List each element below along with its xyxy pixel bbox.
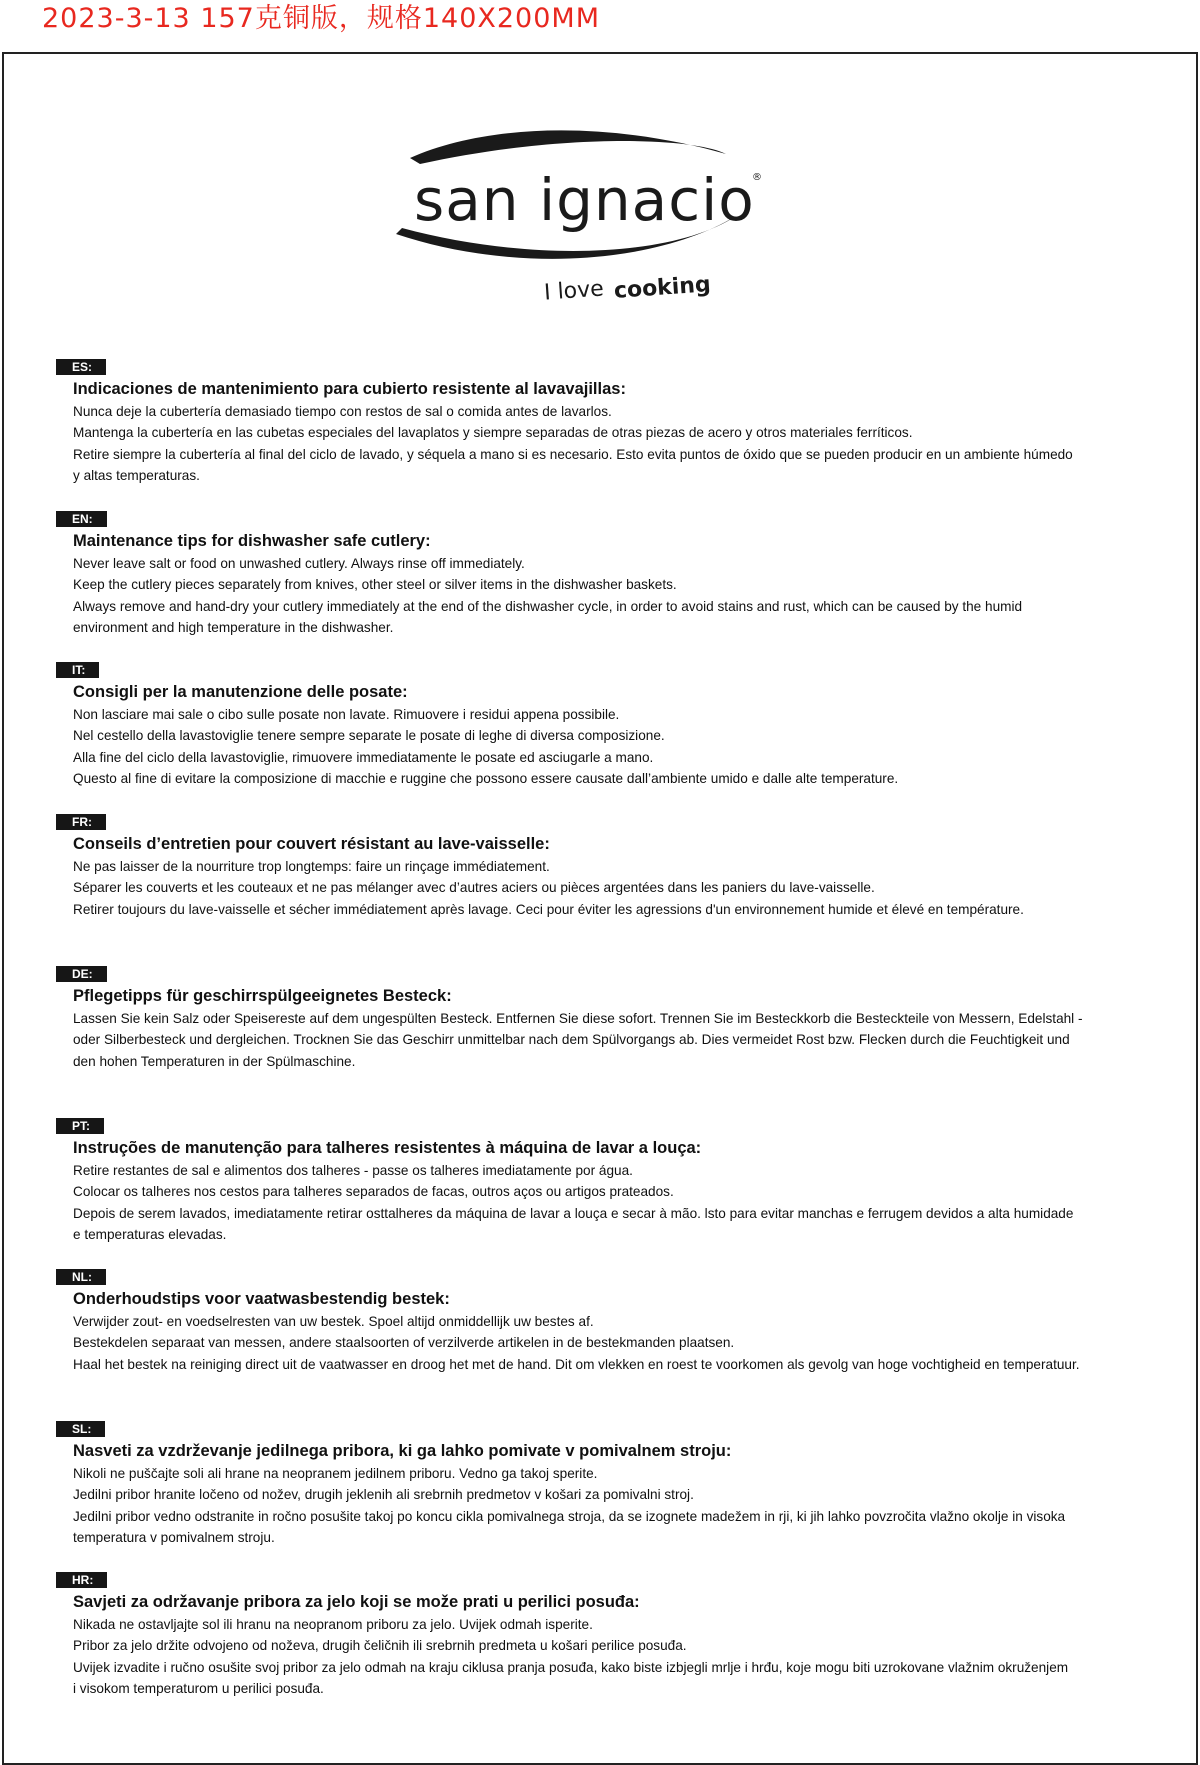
san-ignacio-logo	[396, 124, 816, 314]
section-hr	[56, 1571, 1146, 1699]
section-title: Onderhoudstips voor vaatwasbestendig bestek:	[73, 1290, 450, 1308]
section-title: Instruções de manutenção para talheres resistentes à máquina de lavar a louça:	[73, 1139, 702, 1157]
language-badge: SL:	[56, 1421, 105, 1437]
language-badge: NL:	[56, 1269, 106, 1285]
text-line: Mantenga la cubertería en las cubetas especiales del lavaplatos y siempre separadas de otras piezas de acero y otros materiales ferríticos.	[73, 425, 913, 441]
section-title: Indicaciones de mantenimiento para cubierto resistente al lavavajillas:	[73, 380, 626, 398]
text-line: Depois de serem lavados, imediatamente retirar osttalheres da máquina de lavar a louça e secar à mão. lsto para evitar manchas e ferrugem devidos a alta humidade	[73, 1205, 1074, 1221]
text-line: oder Silberbesteck und dergleichen. Trocknen Sie das Geschirr unmittelbar nach dem Spülvorgangs ab. Dies vermeidet Rost bzw. Flecken durch die Feuchtigkeit und	[73, 1032, 1070, 1048]
text-line: Non lasciare mai sale o cibo sulle posate non lavate. Rimuovere i residui appena possibile.	[73, 707, 620, 722]
text-line: Bestekdelen separaat van messen, andere staalsoorten of verzilverde artikelen in de bestekmanden plaatsen.	[73, 1335, 735, 1351]
section-es	[56, 358, 1146, 486]
language-badge: PT:	[56, 1118, 104, 1134]
text-line: Jedilni pribor vedno odstranite in ročno posušite takoj po koncu cikla pomivalnega stroja, da se izognete madežem in rji, ki jih lahko povzročita vlažno okolje in visoka	[73, 1508, 1066, 1524]
text-line: Questo al fine di evitare la composizione di macchie e ruggine che possono essere causate dall’ambiente umido e dalle alte temperature.	[73, 770, 899, 786]
text-line: Always remove and hand-dry your cutlery immediately at the end of the dishwasher cycle, in order to avoid stains and rust, which can be caused by the humid	[73, 598, 1023, 614]
text-line: Alla fine del ciclo della lavastoviglie, rimuovere immediatamente le posate ed asciugarle a mano.	[73, 749, 654, 765]
text-line: i visokom temperaturom u perilici posuđa.	[73, 1680, 324, 1696]
text-line: Keep the cutlery pieces separately from knives, other steel or silver items in the dishwasher baskets.	[73, 577, 677, 593]
text-line: environment and high temperature in the dishwasher.	[73, 619, 394, 635]
language-badge: ES:	[56, 359, 106, 375]
section-sl	[56, 1420, 1146, 1548]
registered-mark: ®	[752, 172, 762, 183]
text-line: Retire siempre la cubertería al final del ciclo de lavado, y séquela a mano si es necesario. Esto evita puntos de óxido que se pueden producir en un ambiente húmedo	[73, 446, 1073, 462]
tagline-light: I love	[543, 276, 605, 306]
text-line: Colocar os talheres nos cestos para talheres separados de facas, outros aços ou artigos prateados.	[73, 1184, 674, 1200]
text-line: Retire restantes de sal e alimentos dos talheres - passe os talheres imediatamente por água.	[73, 1163, 633, 1178]
section-de	[56, 965, 1146, 1072]
tagline-bold: cooking	[613, 272, 712, 304]
text-line: Uvijek izvadite i ručno osušite svoj pribor za jelo odmah na kraju ciklusa pranja posuđa, kako biste izbjegli mrlje i hrđu, koje mogu biti uzrokovane vlažnim okruženjem	[73, 1659, 1069, 1675]
language-badge: FR:	[56, 814, 106, 830]
text-line: e temperaturas elevadas.	[73, 1226, 227, 1242]
text-line: Pribor za jelo držite odvojeno od noževa, drugih čeličnih ili srebrnih predmeta u košari perilice posuđa.	[73, 1638, 687, 1654]
text-line: Jedilni pribor hranite ločeno od nožev, drugih jeklenih ali srebrnih predmetov v košari za pomivalni stroj.	[73, 1487, 694, 1503]
text-line: Nunca deje la cubertería demasiado tiempo con restos de sal o comida antes de lavarlos.	[73, 404, 612, 419]
section-title: Nasveti za vzdrževanje jedilnega pribora, ki ga lahko pomivate v pomivalnem stroju:	[73, 1442, 732, 1460]
text-line: Nel cestello della lavastoviglie tenere sempre separate le posate di leghe di diversa composizione.	[73, 728, 665, 744]
text-line: Verwijder zout- en voedselresten van uw bestek. Spoel altijd onmiddellijk uw bestes af.	[73, 1314, 594, 1329]
section-title: Maintenance tips for dishwasher safe cutlery:	[73, 532, 431, 550]
print-spec-note: 2023-3-13 157克铜版，规格140X200MM	[42, 3, 601, 34]
section-it	[56, 661, 1146, 789]
text-line: Lassen Sie kein Salz oder Speisereste auf dem ungespülten Besteck. Entfernen Sie diese sofort. Trennen Sie im Besteckkorb die Besteckteile von Messern, Edelstahl -	[73, 1011, 1083, 1026]
text-line: Séparer les couverts et les couteaux et ne pas mélanger avec d’autres aciers ou pièces argentées dans les paniers du lave-vaisselle.	[73, 880, 875, 896]
language-badge: HR:	[56, 1572, 107, 1588]
section-title: Conseils d’entretien pour couvert résistant au lave-vaisselle:	[73, 835, 550, 853]
section-title: Consigli per la manutenzione delle posate:	[73, 683, 408, 701]
brand-name: san ignacio	[414, 166, 755, 234]
section-title: Savjeti za održavanje pribora za jelo koji se može prati u perilici posuđa:	[73, 1593, 640, 1611]
section-title: Pflegetipps für geschirrspülgeeignetes Besteck:	[73, 987, 452, 1005]
text-line: y altas temperaturas.	[73, 467, 200, 483]
language-badge: EN:	[56, 511, 107, 527]
text-line: Nikoli ne puščajte soli ali hrane na neopranem jedilnem priboru. Vedno ga takoj sperite.	[73, 1466, 598, 1481]
section-nl	[56, 1268, 1146, 1375]
section-en	[56, 510, 1146, 638]
section-fr	[56, 813, 1146, 920]
text-line: temperatura v pomivalnem stroju.	[73, 1529, 275, 1545]
text-line: Haal het bestek na reiniging direct uit de vaatwasser en droog het met de hand. Dit om vlekken en roest te voorkomen als gevolg van hoge vochtigheid en temperatuur.	[73, 1356, 1080, 1372]
section-pt	[56, 1117, 1146, 1245]
text-line: Retirer toujours du lave-vaisselle et sécher immédiatement après lavage. Ceci pour éviter les agressions d'un environnement humide et élevé en température.	[73, 901, 1024, 917]
text-line: Ne pas laisser de la nourriture trop longtemps: faire un rinçage immédiatement.	[73, 859, 550, 874]
language-badge: IT:	[56, 662, 99, 678]
text-line: Never leave salt or food on unwashed cutlery. Always rinse off immediately.	[73, 556, 525, 571]
text-line: den hohen Temperaturen in der Spülmaschine.	[73, 1053, 356, 1069]
language-badge: DE:	[56, 966, 107, 982]
text-line: Nikada ne ostavljajte sol ili hranu na neopranom priboru za jelo. Uvijek odmah isperite.	[73, 1617, 593, 1632]
